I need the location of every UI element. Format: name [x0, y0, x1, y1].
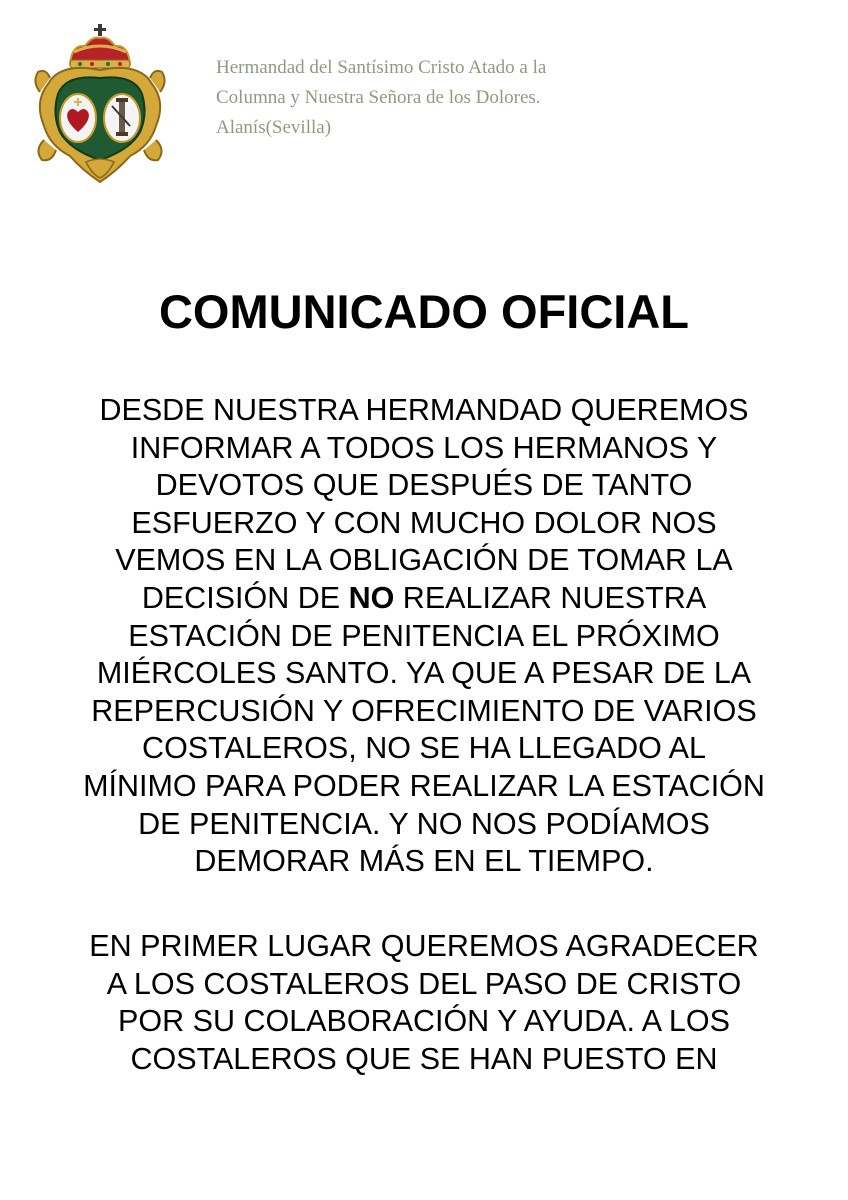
text-line: MÍNIMO PARA PODER REALIZAR LA ESTACIÓN: [83, 768, 765, 803]
text-line: DEVOTOS QUE DESPUÉS DE TANTO: [155, 468, 693, 503]
text-line: A LOS COSTALEROS DEL PASO DE CRISTO: [106, 966, 742, 1001]
text-line: DEMORAR MÁS EN EL TIEMPO.: [194, 844, 654, 879]
text-line: ESTACIÓN DE PENITENCIA EL PRÓXIMO: [128, 618, 720, 653]
brotherhood-name-line: Columna y Nuestra Señora de los Dolores.: [216, 87, 541, 108]
brotherhood-name-line: Hermandad del Santísimo Cristo Atado a la: [216, 57, 547, 78]
brotherhood-name-line: Alanís(Sevilla): [216, 117, 332, 138]
text-line: POR SU COLABORACIÓN Y AYUDA. A LOS: [118, 1004, 730, 1039]
text-line: EN PRIMER LUGAR QUEREMOS AGRADECER: [89, 929, 759, 963]
text-line: DESDE NUESTRA HERMANDAD QUEREMOS: [99, 393, 749, 427]
text-line: COSTALEROS, NO SE HA LLEGADO AL: [142, 731, 706, 766]
text-line: VEMOS EN LA OBLIGACIÓN DE TOMAR LA: [115, 543, 733, 578]
decision-line: [0, 580, 848, 618]
page-title: COMUNICADO OFICIAL: [158, 285, 689, 338]
text-line: REPERCUSIÓN Y OFRECIMIENTO DE VARIOS: [91, 693, 757, 728]
text-line: INFORMAR A TODOS LOS HERMANOS Y: [130, 430, 718, 465]
decision-text-before: DECISIÓN DE: [141, 580, 349, 615]
brotherhood-name: [216, 53, 816, 143]
decision-text-after: REALIZAR NUESTRA: [394, 580, 707, 615]
letterhead: [0, 0, 848, 200]
text-line: ESFUERZO Y CON MUCHO DOLOR NOS: [131, 505, 717, 540]
text-line: DE PENITENCIA. Y NO NOS PODÍAMOS: [138, 806, 710, 841]
announcement-paragraph-2: [0, 928, 848, 1078]
brotherhood-crest-logo: [30, 22, 170, 186]
text-line: MIÉRCOLES SANTO. YA QUE A PESAR DE LA: [96, 656, 752, 691]
announcement-paragraph-1: [0, 392, 848, 881]
text-line: COSTALEROS QUE SE HAN PUESTO EN: [130, 1041, 718, 1076]
decision-emphasis: NO: [348, 580, 395, 615]
